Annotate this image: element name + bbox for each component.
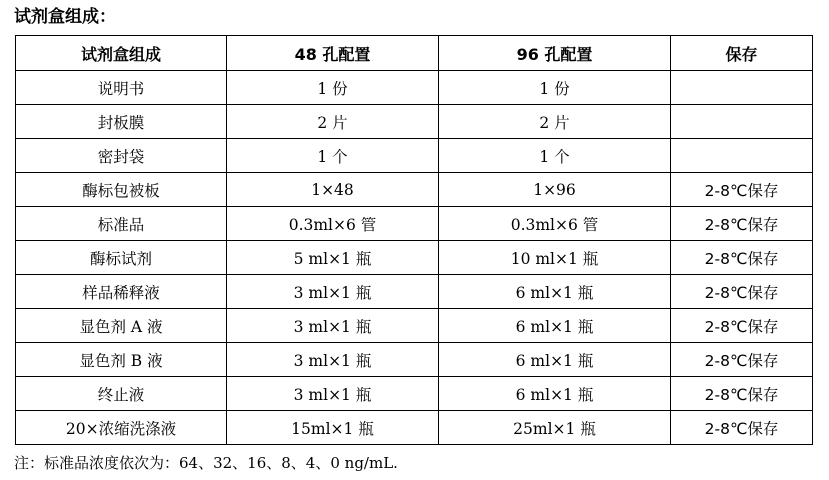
component-cell: 显色剂 A 液 xyxy=(16,309,227,343)
table-row xyxy=(16,343,813,377)
qty-96-cell: 0.3ml×6 管 xyxy=(439,207,671,241)
component-cell: 显色剂 B 液 xyxy=(16,343,227,377)
header-96-well: 96 孔配置 xyxy=(439,36,671,71)
qty-48-cell: 0.3ml×6 管 xyxy=(227,207,439,241)
qty-48-cell: 2 片 xyxy=(227,105,439,139)
section-title: 试剂盒组成： xyxy=(14,7,116,27)
qty-96-cell: 2 片 xyxy=(439,105,671,139)
storage-cell: 2-8℃保存 xyxy=(671,309,813,343)
table-row xyxy=(16,105,813,139)
table-row xyxy=(16,275,813,309)
storage-cell: 2-8℃保存 xyxy=(671,275,813,309)
storage-cell: 2-8℃保存 xyxy=(671,173,813,207)
qty-48-cell: 3 ml×1 瓶 xyxy=(227,309,439,343)
storage-cell xyxy=(671,105,813,139)
header-component: 试剂盒组成 xyxy=(16,36,227,71)
table-row xyxy=(16,173,813,207)
component-cell: 20×浓缩洗涤液 xyxy=(16,411,227,445)
qty-48-cell: 1×48 xyxy=(227,173,439,207)
component-cell: 标准品 xyxy=(16,207,227,241)
storage-cell: 2-8℃保存 xyxy=(671,411,813,445)
footnote: 注：标准品浓度依次为：64、32、16、8、4、0 ng/mL. xyxy=(14,454,398,472)
qty-48-cell: 3 ml×1 瓶 xyxy=(227,377,439,411)
qty-48-cell: 1 个 xyxy=(227,139,439,173)
component-cell: 酶标试剂 xyxy=(16,241,227,275)
qty-48-cell: 5 ml×1 瓶 xyxy=(227,241,439,275)
qty-96-cell: 1×96 xyxy=(439,173,671,207)
qty-96-cell: 6 ml×1 瓶 xyxy=(439,377,671,411)
table-row xyxy=(16,207,813,241)
storage-cell: 2-8℃保存 xyxy=(671,343,813,377)
table-row xyxy=(16,377,813,411)
qty-48-cell: 3 ml×1 瓶 xyxy=(227,275,439,309)
component-cell: 封板膜 xyxy=(16,105,227,139)
qty-96-cell: 6 ml×1 瓶 xyxy=(439,275,671,309)
table-header-row xyxy=(16,36,813,71)
storage-cell: 2-8℃保存 xyxy=(671,207,813,241)
storage-cell xyxy=(671,139,813,173)
component-cell: 酶标包被板 xyxy=(16,173,227,207)
qty-48-cell: 15ml×1 瓶 xyxy=(227,411,439,445)
kit-composition-table xyxy=(15,35,813,445)
qty-48-cell: 3 ml×1 瓶 xyxy=(227,343,439,377)
component-cell: 样品稀释液 xyxy=(16,275,227,309)
header-48-well: 48 孔配置 xyxy=(227,36,439,71)
component-cell: 终止液 xyxy=(16,377,227,411)
qty-96-cell: 25ml×1 瓶 xyxy=(439,411,671,445)
storage-cell xyxy=(671,71,813,105)
qty-96-cell: 6 ml×1 瓶 xyxy=(439,343,671,377)
qty-96-cell: 1 个 xyxy=(439,139,671,173)
qty-48-cell: 1 份 xyxy=(227,71,439,105)
storage-cell: 2-8℃保存 xyxy=(671,241,813,275)
qty-96-cell: 6 ml×1 瓶 xyxy=(439,309,671,343)
qty-96-cell: 1 份 xyxy=(439,71,671,105)
table-row xyxy=(16,309,813,343)
component-cell: 说明书 xyxy=(16,71,227,105)
table-body xyxy=(16,71,813,445)
component-cell: 密封袋 xyxy=(16,139,227,173)
table-row xyxy=(16,139,813,173)
header-storage: 保存 xyxy=(671,36,813,71)
qty-96-cell: 10 ml×1 瓶 xyxy=(439,241,671,275)
table-row xyxy=(16,71,813,105)
table-row xyxy=(16,411,813,445)
table-row xyxy=(16,241,813,275)
storage-cell: 2-8℃保存 xyxy=(671,377,813,411)
